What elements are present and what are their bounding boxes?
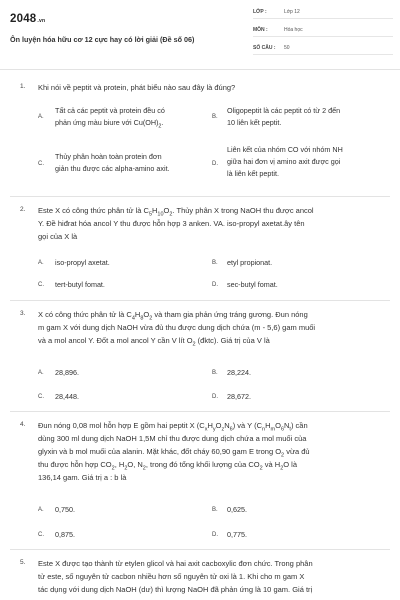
option-letter-b[interactable]: B. [212, 507, 218, 513]
option-letter-b[interactable]: B. [212, 260, 218, 266]
question-number: 5. [20, 559, 26, 566]
question-line: m gam X với dung dịch NaOH vừa đủ thu được dung dịch chứa (m - 5,6) gam muối [38, 323, 316, 332]
meta-row-class [253, 6, 393, 19]
option-a[interactable] [55, 105, 205, 129]
option-c[interactable]: 28,448. [55, 392, 79, 401]
option-letter-c[interactable]: C. [38, 282, 44, 288]
question-text [38, 557, 388, 596]
exam-meta [253, 6, 393, 60]
meta-value: 50 [284, 45, 290, 52]
question-text [38, 419, 388, 484]
question-line: Đun nóng 0,08 mol hỗn hợp E gồm hai peptit X $(C_xH_yO_zN_6)$ và Y $(C_nH_mO_6N_t)$ cần [38, 421, 308, 433]
meta-row-count [253, 42, 393, 55]
question-number: 4. [20, 421, 26, 428]
site-logo[interactable]: 2048.vn [10, 13, 46, 25]
option-b-line: 10 liên kết peptit. [227, 118, 282, 127]
meta-key: SỐ CÂU : [253, 45, 276, 52]
meta-key: LỚP : [253, 9, 267, 16]
option-letter-c[interactable]: C. [38, 161, 44, 167]
option-c[interactable]: 0,875. [55, 530, 75, 539]
option-letter-d[interactable]: D. [212, 161, 218, 167]
exam-title: Ôn luyện hóa hữu cơ 12 cực hay có lời giải (Đề số 06) [10, 35, 195, 44]
option-letter-b[interactable]: B. [212, 370, 218, 376]
option-a-line: phản ứng màu biure với $Cu(OH)_2$. [55, 118, 164, 130]
option-d[interactable]: 0,775. [227, 530, 247, 539]
meta-value: Lớp 12 [284, 9, 300, 16]
question-line: Este X được tạo thành từ etylen glicol và hai axit cacboxylic đơn chức. Trong phân [38, 559, 313, 568]
question-1 [0, 78, 400, 198]
meta-value: Hóa học [284, 27, 303, 34]
question-line: gọi của X là [38, 232, 78, 241]
option-d-line: là liên kết peptit. [227, 169, 279, 178]
option-letter-b[interactable]: B. [212, 114, 218, 120]
question-line: X có công thức phân tử là $C_4H_8O_2$ và tham gia phản ứng tráng gương. Đun nóng [38, 310, 308, 322]
meta-row-subject [253, 24, 393, 37]
question-line: tử este, số nguyên tử cacbon nhiều hơn số nguyên tử oxi là 1. Khi cho m gam X [38, 572, 305, 581]
question-text [38, 308, 388, 347]
question-line: glyxin và b mol muối của alanin. Mặt khác, đốt cháy 60,90 gam E trong $O_2$ vừa đủ [38, 447, 310, 459]
option-b[interactable]: etyl propionat. [227, 258, 273, 267]
question-number: 2. [20, 206, 26, 213]
option-letter-a[interactable]: A. [38, 507, 44, 513]
option-d-line: Liên kết của nhóm CO với nhóm NH [227, 145, 343, 154]
option-b[interactable]: 28,224. [227, 368, 251, 377]
option-a[interactable]: iso-propyl axetat. [55, 258, 110, 267]
question-line: Este X có công thức phân tử là $C_5H_{10}O_2$. Thủy phân X trong NaOH thu được ancol [38, 206, 314, 218]
option-d[interactable] [227, 144, 392, 180]
meta-key: MÔN : [253, 27, 268, 34]
question-line: Y. Đề hiđrat hóa ancol Y thu được hỗn hợp 3 anken. VA. iso-propyl axetat.ây tên [38, 219, 305, 228]
option-c[interactable]: tert-butyl fomat. [55, 280, 105, 289]
question-line: dùng 300 ml dung dịch NaOH 1,5M chỉ thu được dung dịch chứa a mol muối của [38, 434, 307, 443]
option-d[interactable]: sec-butyl fomat. [227, 280, 278, 289]
question-number: 3. [20, 310, 26, 317]
option-letter-a[interactable]: A. [38, 370, 44, 376]
question-text: Khi nói về peptit và protein, phát biểu nào sau đây là đúng? [38, 83, 236, 92]
option-letter-d[interactable]: D. [212, 394, 218, 400]
option-d-line: giữa hai đơn vị amino axit được gọi [227, 157, 341, 166]
question-2 [0, 197, 400, 297]
option-c[interactable] [55, 151, 215, 175]
option-letter-c[interactable]: C. [38, 394, 44, 400]
option-b-line: Oligopeptit là các peptit có từ 2 đến [227, 106, 341, 115]
option-b[interactable]: 0,625. [227, 505, 247, 514]
option-letter-d[interactable]: D. [212, 282, 218, 288]
option-a-line: Tất cả các peptit và protein đều có [55, 106, 165, 115]
question-text [38, 204, 388, 243]
option-b[interactable] [227, 105, 392, 129]
question-5 [0, 550, 400, 600]
question-line: tác dụng với dung dịch NaOH (dư) thì lượng NaOH đã phản ứng là 10 gam. Giá trị [38, 585, 313, 594]
option-letter-a[interactable]: A. [38, 114, 44, 120]
question-line: thu được hỗn hợp $CO_2$, $H_2O$, $N_2$, trong đó tổng khối lượng của $CO_2$ và $H_2O$ là [38, 460, 298, 472]
option-letter-d[interactable]: D. [212, 532, 218, 538]
option-letter-c[interactable]: C. [38, 532, 44, 538]
question-line: 136,14 gam. Giá trị a : b là [38, 473, 127, 482]
question-number: 1. [20, 83, 26, 90]
option-c-line: giản thu được các alpha-amino axit. [55, 164, 170, 173]
option-c-line: Thủy phân hoàn toàn protein đơn [55, 152, 162, 161]
option-letter-a[interactable]: A. [38, 260, 44, 266]
question-3 [0, 301, 400, 409]
question-4 [0, 412, 400, 547]
question-line: và a mol ancol Y. Đốt a mol ancol Y cần V lít $O_2$ (đktc). Giá trị của V là [38, 336, 270, 348]
option-a[interactable]: 28,896. [55, 368, 79, 377]
option-d[interactable]: 28,672. [227, 392, 251, 401]
page-header [0, 0, 400, 70]
option-a[interactable]: 0,750. [55, 505, 75, 514]
